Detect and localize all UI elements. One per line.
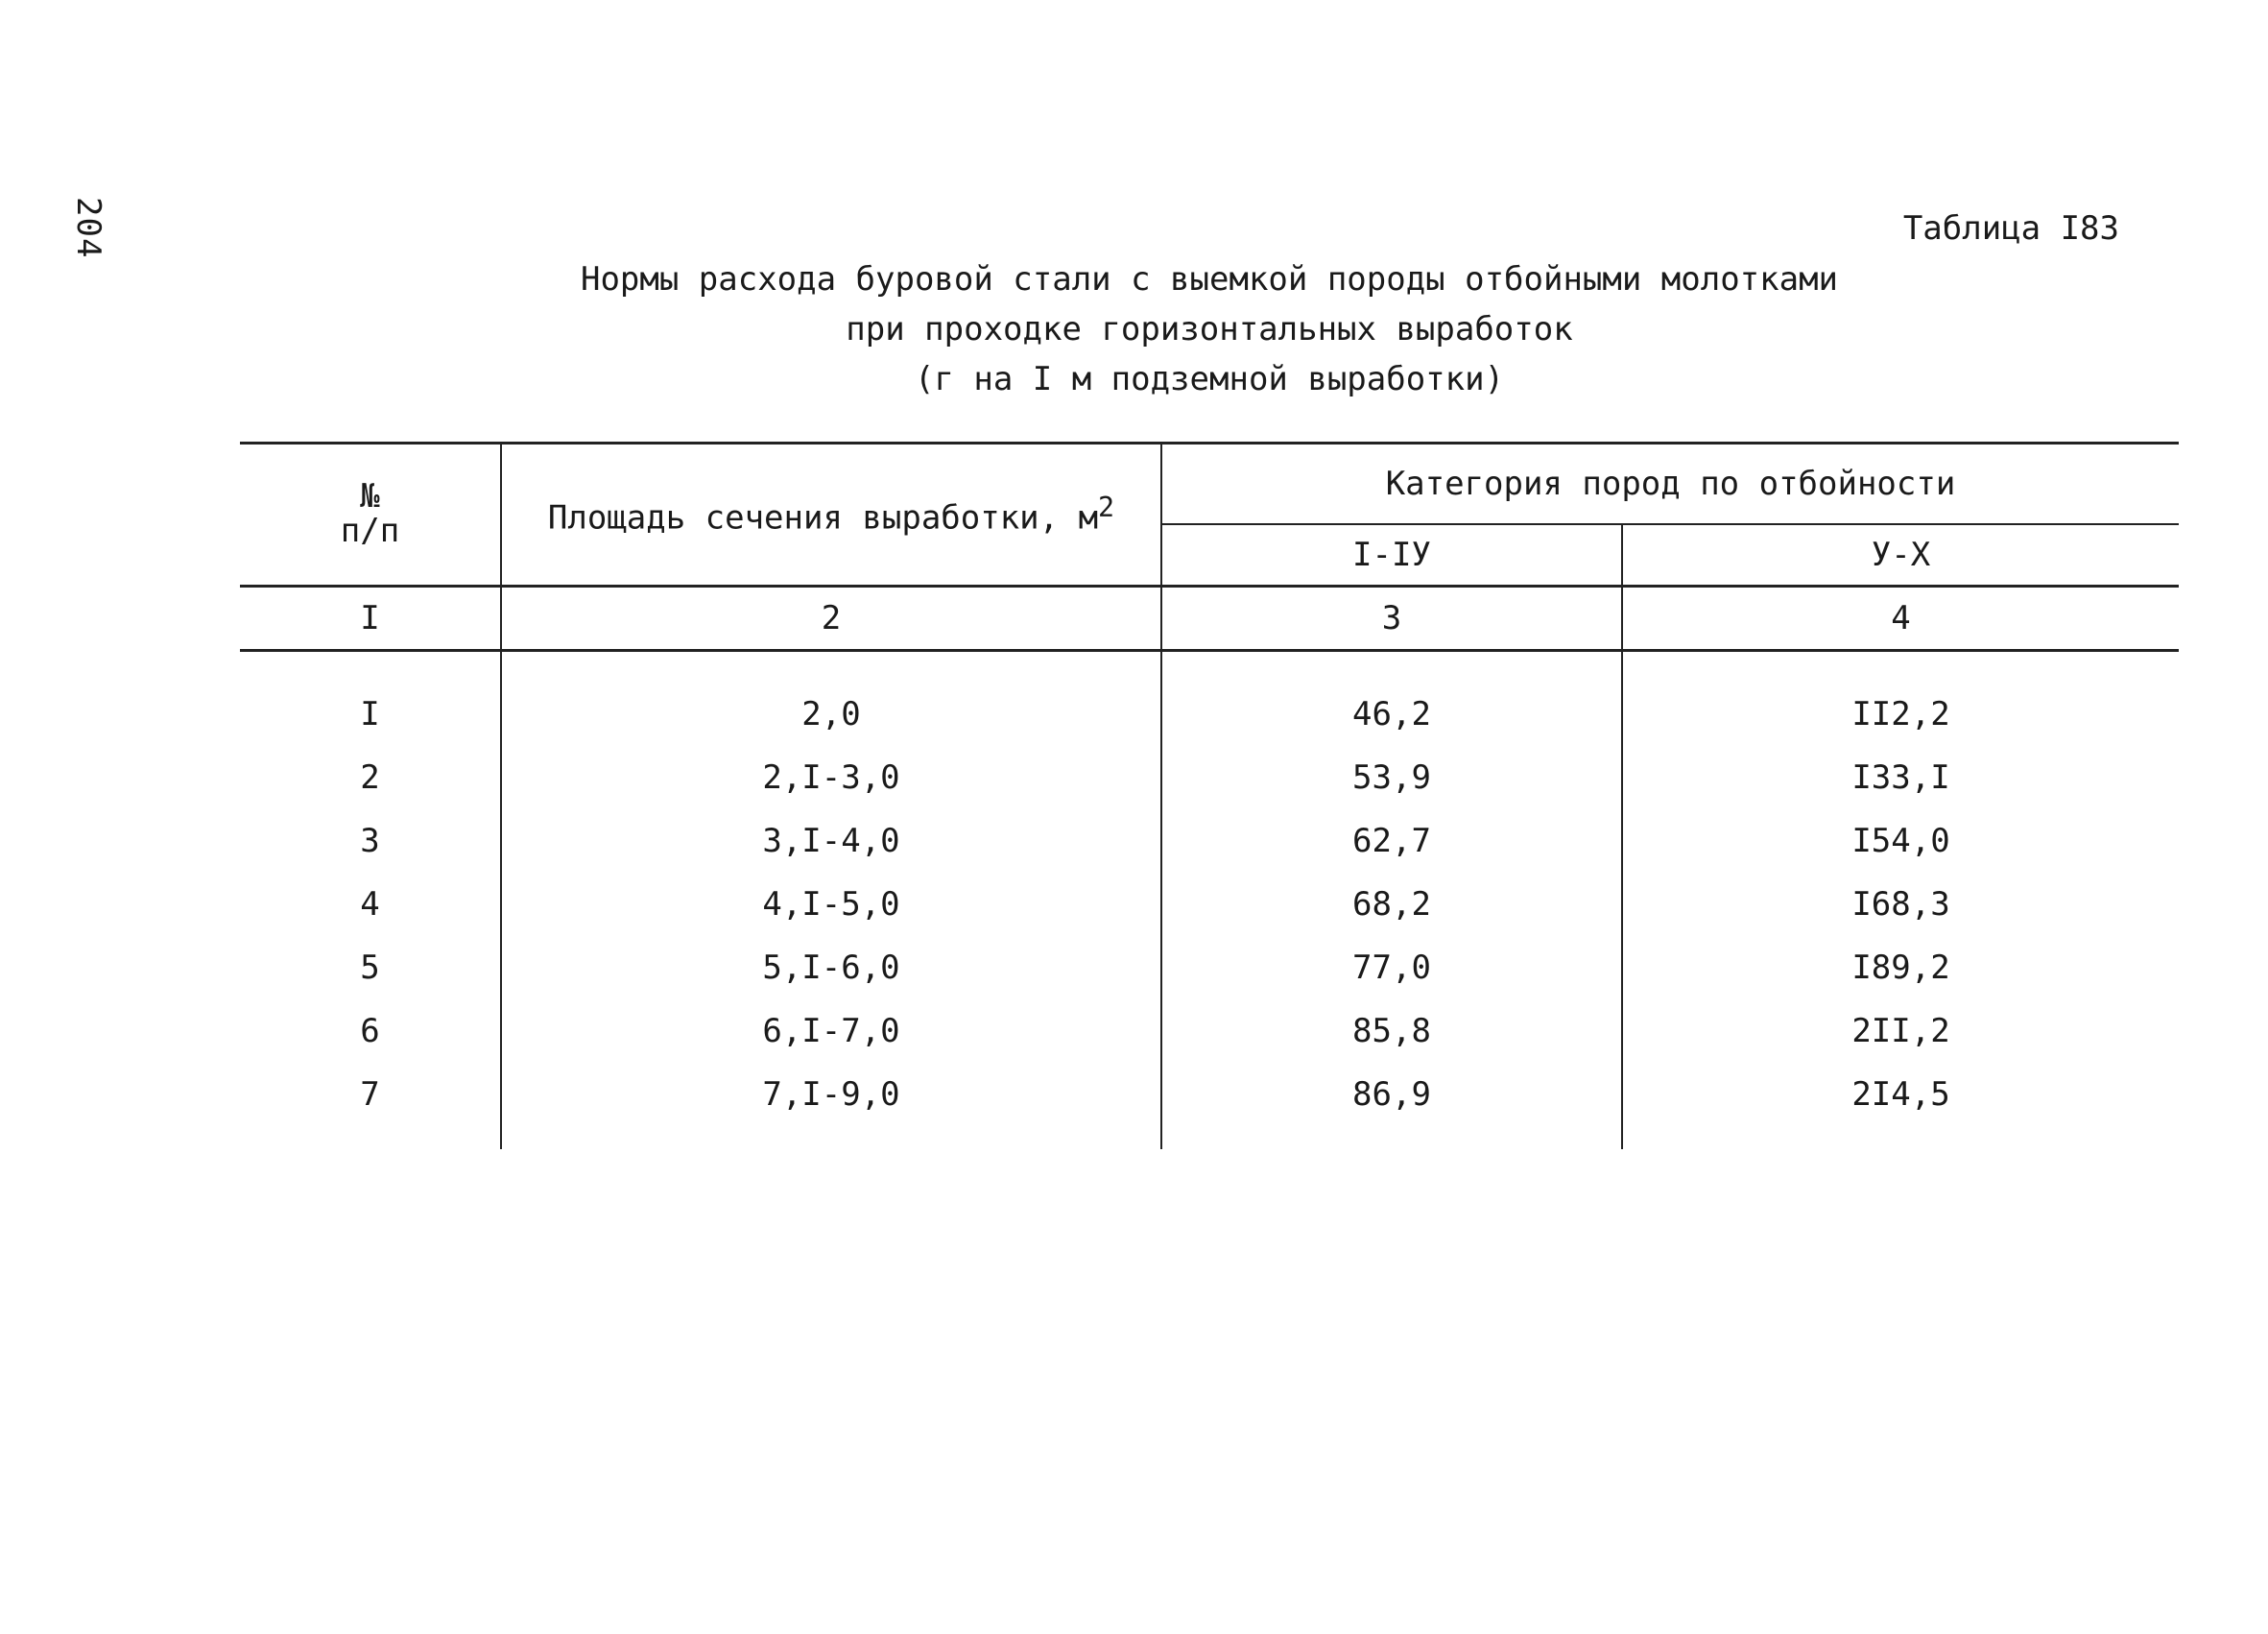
cell-category-a: 46,2 [1161,651,1622,747]
table-label: Таблица I83 [1902,209,2119,248]
column-number-2: 2 [501,587,1161,651]
cell-row-number: 3 [360,822,380,860]
cell-category-b: 2I4,5 [1622,1063,2179,1149]
norms-table [240,442,2179,1149]
cell-category-b: I68,3 [1622,873,2179,936]
cell-area: 7,I-9,0 [501,1063,1161,1149]
header-category-b: У-Х [1622,524,2179,587]
table-row [240,1063,2179,1149]
table-row [240,999,2179,1063]
column-number-1: I [240,587,501,651]
cell-category-b: I89,2 [1622,936,2179,999]
cell-row-number: I [360,695,380,733]
title-line-2: при проходке горизонтальных выработок [846,310,1573,348]
cell-area: 4,I-5,0 [501,873,1161,936]
cell-area: 3,I-4,0 [501,809,1161,873]
table-row [240,651,2179,747]
column-number-3: 3 [1161,587,1622,651]
cell-category-a: 62,7 [1161,809,1622,873]
header-area-superscript: 2 [1098,492,1115,524]
cell-category-a: 77,0 [1161,936,1622,999]
table-row [240,746,2179,809]
header-row-number [240,444,501,587]
header-area [501,444,1161,587]
cell-area: 2,I-3,0 [501,746,1161,809]
column-number-4: 4 [1622,587,2179,651]
cell-row-number: 5 [360,949,380,987]
cell-category-a: 86,9 [1161,1063,1622,1149]
table-row [240,873,2179,936]
cell-row-number: 7 [360,1075,380,1114]
cell-category-b: I33,I [1622,746,2179,809]
page-number: 204 [69,197,107,259]
cell-area: 2,0 [501,651,1161,747]
title-line-3: (г на I м подземной выработки) [914,360,1505,398]
header-number-sub: п/п [340,512,400,550]
table-row [240,809,2179,873]
cell-category-a: 68,2 [1161,873,1622,936]
header-category-group: Категория пород по отбойности [1161,444,2179,525]
cell-row-number: 2 [360,758,380,797]
cell-row-number: 6 [360,1012,380,1050]
title-line-1: Нормы расхода буровой стали с выемкой породы отбойными молотками [580,260,1839,299]
cell-area: 6,I-7,0 [501,999,1161,1063]
header-number-sign: № [360,477,380,516]
cell-row-number: 4 [360,885,380,924]
cell-category-b: 2II,2 [1622,999,2179,1063]
table-title [461,254,1958,404]
header-category-a: I-IУ [1161,524,1622,587]
header-area-label: Площадь сечения выработки, м [547,498,1099,538]
cell-category-b: II2,2 [1622,651,2179,747]
table-row [240,936,2179,999]
cell-category-a: 85,8 [1161,999,1622,1063]
cell-category-b: I54,0 [1622,809,2179,873]
cell-area: 5,I-6,0 [501,936,1161,999]
cell-category-a: 53,9 [1161,746,1622,809]
